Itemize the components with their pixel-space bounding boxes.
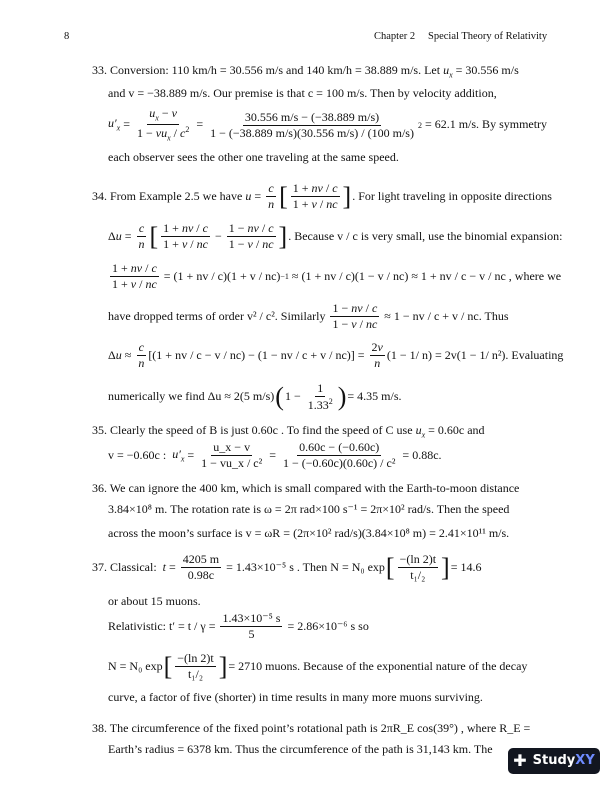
- equation-expression: N = N₀ exp: [108, 658, 163, 673]
- equation: numerically we find Δu ≈ 2(5 m/s) ( 1 − $\frac{1}{1.33^2}$ ) = 4.35 m/s.: [108, 381, 402, 413]
- equation-expression: = (1 + nv / c)(1 + v / nc): [163, 268, 281, 283]
- chapter-label: Chapter 2: [374, 31, 416, 42]
- equation-denominator: 1 − vu_x / c²: [201, 456, 263, 471]
- problem-text: = 0.60c and: [428, 423, 485, 437]
- problem-text: Classical:: [110, 559, 157, 574]
- problem-number: 37.: [92, 559, 107, 574]
- equation-expression: [(1 + nv / c − v / nc) − (1 − nv / c + v / nc)] =: [148, 347, 365, 362]
- equation-expression: ≈ 1 − nv / c + v / nc. Thus: [384, 308, 509, 323]
- equation: v = −0.60c : $u'_x$ = $\frac{u\_x - v}{\text{1 − vu\_x / c²}}$ = $\frac{0.60c - (-0.60c)}{\text{1 − (−0.60c)(0.60c) / c²}}$ = 0.88c.: [108, 440, 442, 471]
- chapter-title: Special Theory of Relativity: [428, 31, 548, 42]
- equation: 37. Classical: t = $\frac{4205 m}{0.98c}$ = 1.43×10⁻⁵ s . Then N = N₀ exp [ $\frac{-(\ln 2)t}{\text{t₁/₂}}$ ] = 14.6: [92, 552, 482, 583]
- problem-text: = 30.556 m/s: [455, 63, 519, 77]
- brand-accent: XY: [575, 752, 595, 768]
- problem-text: From Example 2.5 we have: [110, 188, 243, 203]
- equation-numerator: u_x − v: [211, 441, 252, 456]
- equation-denominator: t₁/₂: [410, 568, 426, 583]
- problem-number: 35.: [92, 423, 107, 437]
- page-number: 8: [64, 31, 70, 42]
- equation-result: = 2.86×10⁻⁶ s so: [287, 618, 369, 633]
- problem-text: have dropped terms of order v² / c². Similarly: [108, 308, 326, 323]
- problem-text: Clearly the speed of B is just 0.60c . To find the speed of C use: [110, 423, 413, 437]
- problem-text: . For light traveling in opposite directions: [352, 188, 552, 203]
- problem-text: . Because v / c is very small, use the binomial expansion:: [288, 228, 563, 243]
- equation: N = N₀ exp [ $\frac{-(\ln 2)t}{\text{t₁/₂}}$ ] = 2710 muons. Because of the exponential nature of the decay: [108, 651, 528, 682]
- equation-denominator: 1 − (−38.889 m/s)(30.556 m/s) / (100 m/s): [210, 125, 414, 140]
- equation: [108, 612, 369, 641]
- plus-icon: ✚: [513, 750, 527, 770]
- problem-text: each observer sees the other one traveling at the same speed.: [108, 150, 399, 164]
- equation-result: = 62.1 m/s. By symmetry: [424, 117, 548, 132]
- problem-text: We can ignore the 400 km, which is small compared with the Earth-to-moon distance: [109, 481, 520, 495]
- equation-result: = 2710 muons. Because of the exponential nature of the decay: [228, 658, 528, 673]
- equation-numerator: 30.556 m/s − (−38.889 m/s): [243, 111, 381, 126]
- equation-expression: (1 − 1/ n) = 2v(1 − 1/ n²). Evaluating: [386, 347, 564, 362]
- problem-number: 33.: [92, 63, 107, 77]
- equation-expression: v = −0.60c :: [108, 447, 167, 462]
- equation-denominator: 5: [248, 627, 255, 642]
- problem-text: or about 15 muons.: [108, 594, 201, 608]
- problem-text: numerically we find Δu ≈ 2(5 m/s): [108, 389, 275, 404]
- equation-result: = 4.35 m/s.: [347, 389, 402, 404]
- equation: Δ u = $\frac{c}{n}$ [ $\frac{1 + nv / c}{1 + v / nc}$ − $\frac{1 - nv / c}{1 - v / nc}$ ] . Because v / c is very small, use the binomial expansion:: [108, 221, 563, 252]
- equation-numerator: 4205 m: [181, 553, 221, 568]
- equation-numerator: −(ln 2)t: [175, 652, 215, 667]
- equation-numerator: 0.60c − (−0.60c): [297, 441, 381, 456]
- equation-result: = 0.88c.: [402, 447, 442, 462]
- problem-number: 36.: [92, 481, 107, 495]
- equation: have dropped terms of order v² / c². Similarly $\frac{1 - nv / c}{1 - v / nc}$ ≈ 1 − nv / c + v / nc. Thus: [108, 301, 509, 332]
- equation-denominator: 1 − (−0.60c)(0.60c) / c²: [282, 456, 396, 471]
- problem-text: Conversion: 110 km/h = 30.556 m/s and 140 km/h = 38.889 m/s. Let: [110, 63, 441, 77]
- problem-text: and v = −38.889 m/s. Our premise is that c = 100 m/s. Then by velocity addition,: [108, 86, 497, 100]
- equation-expression: = 1.43×10⁻⁵ s . Then N = N₀ exp: [226, 559, 385, 574]
- equation-numerator: −(ln 2)t: [398, 553, 438, 568]
- equation: $u'_x$ = $\frac{u_x - v}{1 - vu_x / c^2}$ = $\frac{30.556 m/s - (-38.889 m/s)}{1 - (-38.889 m/s)(30.556 m/s) / (100 m/s)}$ 2 = 62.1 m/s. By symmetry: [108, 106, 548, 143]
- equation-expression: ≈ (1 + nv / c)(1 − v / nc) ≈ 1 + nv / c − v / nc , where we: [291, 268, 562, 283]
- problem-text: across the moon’s surface is v = ωR = (2π×10² rad/s)(3.84×10⁸ m) = 2.41×10¹¹ m/s.: [108, 526, 510, 540]
- equation-result: = 14.6: [450, 559, 482, 574]
- problem-text: Relativistic: t′ = t / γ =: [108, 618, 216, 633]
- brand-main: Study: [532, 752, 576, 768]
- equation: Δ u ≈ $\frac{c}{n}$ [(1 + nv / c − v / nc) − (1 − nv / c + v / nc)] = $\frac{2v}{n}$ (1 − 1/ n) = 2v(1 − 1/ n²). Evaluating: [108, 340, 564, 371]
- problem-number: 34.: [92, 188, 107, 203]
- equation-numerator: 1.43×10⁻⁵ s: [220, 612, 282, 627]
- problem-text: 3.84×10⁸ m. The rotation rate is ω = 2π rad×100 s⁻¹ = 2π×10² rad/s. Then the speed: [108, 502, 510, 516]
- problem-text: Earth’s radius = 6378 km. Thus the circumference of the path is 31,143 km. The: [108, 742, 493, 756]
- problem-text: The circumference of the fixed point’s rotational path is 2πR_E cos(39°) , where R_E =: [109, 721, 531, 735]
- studyxy-badge[interactable]: [508, 748, 600, 774]
- problem-text: curve, a factor of five (shorter) in time results in many more muons surviving.: [108, 690, 483, 704]
- problem-number: 38.: [92, 721, 107, 735]
- equation: $\frac{1 + nv / c}{1 + v / nc}$ = (1 + nv / c)(1 + v / nc) −1 ≈ (1 + nv / c)(1 − v / nc) ≈ 1 + nv / c − v / nc , where we: [112, 261, 562, 292]
- equation-denominator: 0.98c: [187, 568, 215, 583]
- equation-denominator: t₁/₂: [187, 667, 204, 682]
